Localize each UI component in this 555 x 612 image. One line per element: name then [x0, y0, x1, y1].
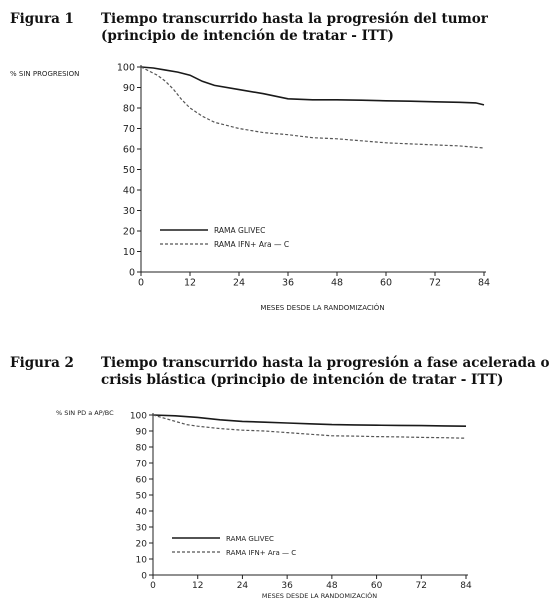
x-tick-label: 72 [415, 581, 428, 591]
legend-label: RAMA IFN+ Ara — C [214, 240, 290, 249]
x-tick-label: 60 [379, 277, 393, 289]
series-line-ifn-ara-c [153, 415, 466, 438]
x-tick-label: 48 [326, 581, 338, 591]
y-axis-label: % SIN PD a AP/BC [56, 409, 114, 417]
x-tick-label: 12 [183, 277, 197, 289]
x-tick-label: 36 [281, 277, 295, 289]
y-tick-label: 90 [122, 83, 135, 94]
x-tick-label: 24 [232, 277, 246, 289]
figure-2-title: Tiempo transcurrido hasta la progresión a fase acelerada o crisis blástica (principio de intención de tratar - ITT) [101, 355, 550, 388]
x-tick-label: 84 [477, 277, 491, 289]
y-tick-label: 50 [122, 165, 135, 176]
figure-2-label: Figura 2 [10, 355, 74, 371]
x-axis-label: MESES DESDE LA RANDOMIZACIÓN [261, 592, 378, 600]
y-tick-label: 60 [135, 475, 147, 486]
x-tick-label: 0 [150, 581, 156, 591]
legend-label: RAMA GLIVEC [226, 535, 274, 543]
x-tick-label: 48 [330, 277, 344, 289]
y-tick-label: 0 [128, 267, 135, 279]
y-tick-label: 80 [122, 103, 135, 115]
y-tick-label: 60 [122, 144, 135, 156]
x-tick-label: 36 [281, 581, 293, 591]
y-tick-label: 100 [116, 62, 135, 74]
legend-label: RAMA IFN+ Ara — C [226, 549, 297, 557]
figure-1-label: Figura 1 [10, 11, 74, 27]
x-tick-label: 24 [236, 581, 249, 591]
y-tick-label: 80 [135, 443, 147, 454]
y-tick-label: 10 [135, 555, 147, 566]
y-tick-label: 20 [135, 539, 147, 550]
x-tick-label: 0 [137, 277, 145, 289]
figure-1-title: Tiempo transcurrido hasta la progresión del tumor (principio de intención de tratar - ITT) [101, 11, 488, 44]
y-tick-label: 100 [129, 411, 147, 422]
y-tick-label: 40 [122, 185, 135, 197]
y-tick-label: 30 [135, 523, 147, 534]
figure-2-chart [0, 398, 555, 606]
x-tick-label: 60 [370, 581, 383, 591]
legend-label: RAMA GLIVEC [214, 226, 266, 235]
x-tick-label: 84 [460, 581, 472, 591]
y-tick-label: 70 [122, 124, 135, 135]
series-line-glivec [141, 67, 484, 105]
series-line-glivec [153, 415, 466, 426]
y-axis-label: % SIN PROGRESION [10, 70, 80, 78]
y-tick-label: 30 [122, 206, 135, 217]
y-tick-label: 50 [135, 491, 147, 502]
y-tick-label: 40 [135, 507, 147, 518]
y-tick-label: 90 [135, 427, 147, 438]
series-line-ifn-ara-c [141, 67, 484, 148]
y-tick-label: 70 [135, 459, 147, 470]
figure-1-chart [0, 52, 555, 320]
y-tick-label: 10 [122, 247, 135, 258]
x-axis-label: MESES DESDE LA RANDOMIZACIÓN [260, 304, 385, 312]
y-tick-label: 20 [122, 226, 135, 238]
x-tick-label: 12 [191, 581, 204, 591]
y-tick-label: 0 [141, 571, 147, 582]
x-tick-label: 72 [428, 277, 442, 289]
